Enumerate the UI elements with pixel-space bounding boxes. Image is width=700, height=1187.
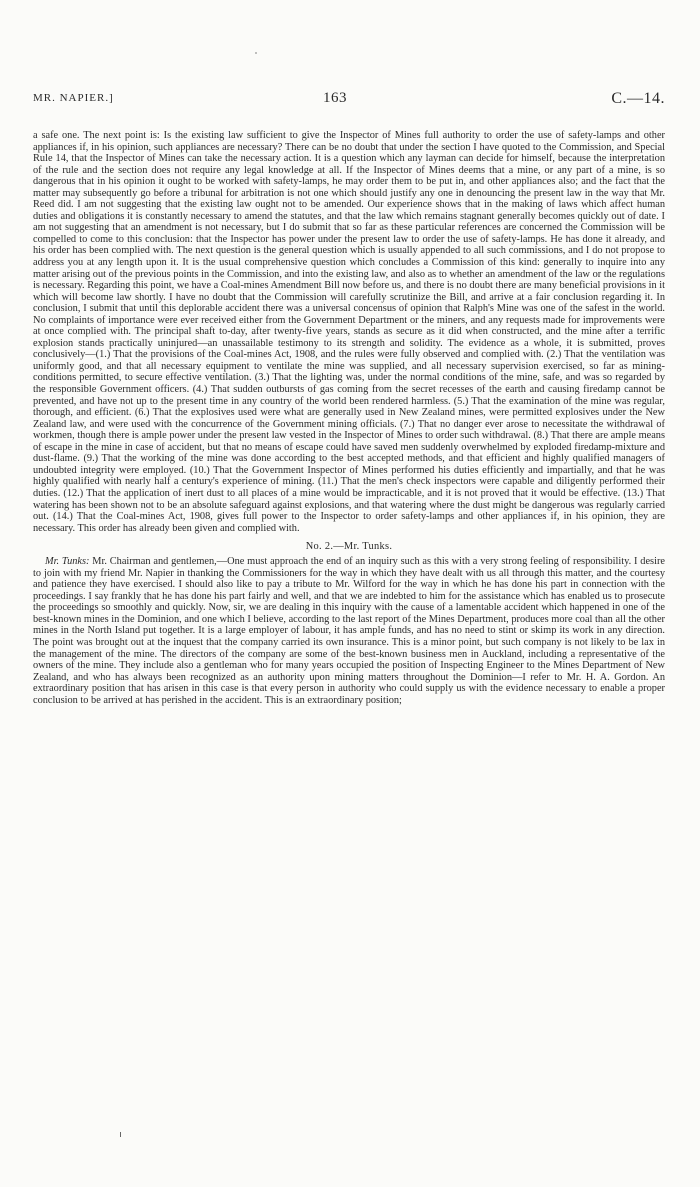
speaker-header: MR. NAPIER.] <box>33 92 114 104</box>
page-number: 163 <box>323 90 347 106</box>
paragraph-napier-conclusion: a safe one. The next point is: Is the existing law sufficient to give the Inspector of Mines full authority to order the use of safety-lamps and other appliances if, in his opinion, such appliances are necessary? There can be no doubt that under the section I have quoted to the Commission, and Special Rule 14, that the Inspector of Mines can take the necessary action. It is a question which any layman can decide for himself, because the interpretation of the rule and the section does not require any legal knowledge at all. If the Inspector of Mines deems that a mine, or any part of a mine, is so dangerous that in his opinion it ought to be worked with safety-lamps, he may order them to be put in, and other appliances also; and the fact that the matter may subsequently go before a tribunal for arbitration is not one which should justify any one in denouncing the present law in the way that Mr. Reed did. I am not suggesting that the existing law ought not to be amended. Our experience shows that in the making of laws which affect human duties and obligations it is constantly necessary to amend the statutes, and that the law which remains stagnant generally becomes quickly out of date. I am not suggesting that an amendment is not necessary, but I do submit that so far as these particular references are concerned the Commission will be compelled to come to this conclusion: that the Inspector has power under the present law to order the use of safety-lamps. He has done it already, and his order has been complied with. The next question is the general question which is usually appended to all such commissions, and I do not propose to address you at any length upon it. It is the usual comprehensive question which concludes a Commission of this kind: generally to inquire into any matter arising out of the previous points in the Commission, and into the existing law, and also as to whether an amendment of the law or the regulations is necessary. Regarding this point, we have a Coal-mines Amendment Bill now before us, and there is no doubt there are many beneficial provisions in it which will become law shortly. I have no doubt that the Commission will carefully scrutinize the Bill, and arrive at a fair conclusion regarding it. In conclusion, I submit that until this deplorable accident there was a universal concensus of opinion that Ralph's Mine was one of the safest in the world. No complaints of importance were ever received either from the Government Department or the miners, and any requests made for improvements were at once complied with. The principal shaft to-day, after twenty-five years, stands as secure as it did when constructed, and the mine after a terrific explosion stands practically uninjured—an unassailable testimony to its strength and solidity. The evidence as a whole, it is submitted, proves conclusively—(1.) That the provisions of the Coal-mines Act, 1908, and the rules were fully observed and complied with. (2.) That the ventilation was uniformly good, and that all necessary equipment to ventilate the mine was supplied, and all necessary supervision exercised, so far as mining-conditions permitted, to secure effective ventilation. (3.) That the lighting was, under the normal conditions of the mine, safe, and was so regarded by the responsible Government officers. (4.) That sudden outbursts of gas coming from the secret recesses of the earth and causing firedamp cannot be prevented, and have not up to the present time in any country of the world been rendered harmless. (5.) That the examination of the mine was regular, thorough, and efficient. (6.) That the explosives used were what are generally used in New Zealand mines, were permitted explosives under the New Zealand law, and were used with the concurrence of the Government mining officials. (7.) That no danger ever arose to necessitate the withdrawal of workmen, though there is ample power under the present law vested in the Inspector of Mines to order such withdrawal. (8.) That there are ample means of escape in the mine in case of accident, but that no means of escape could have saved men suddenly overwhelmed by exploded firedamp-mixture and dust-flame. (9.) That the working of the mine was done according to the best accepted methods, and that efficient and highly qualified managers of undoubted integrity were employed. (10.) That the Government Inspector of Mines performed his duties efficiently and impartially, and that he was highly qualified with nearly half a century's experience of mining. (11.) That the men's check inspectors were capable and diligently performed their duties. (12.) That the application of inert dust to all places of a mine would be impracticable, and it is not proved that it would be effective. (13.) That watering has been shown not to be an absolute safeguard against explosions, and that watering where the dust might be dangerous was regularly carried out. (14.) That the Coal-mines Act, 1908, gives full power to the Inspector to order safety-lamps and other appliances if, in his opinion, they are necessary. This order has already been given and complied with. <box>33 130 665 534</box>
body-text <box>33 130 665 706</box>
paragraph-tunks-opening <box>33 556 665 706</box>
paragraph-tunks-text: Mr. Chairman and gentlemen,—One must approach the end of an inquiry such as this with a very strong feeling of responsibility. I desire to join with my friend Mr. Napier in thanking the Commissioners for the way in which they have dealt with us all through this matter, and the courtesy and patience they have exercised. I should also like to pay a tribute to Mr. Wilford for the way in which he has done his part in connection with the proceedings. I say frankly that he has done his part fairly and well, and that we are indebted to him for the assistance which has enabled us to prosecute the proceedings so smoothly and quickly. Now, sir, we are dealing in this inquiry with the cause of a lamentable accident which happened in one of the best-known mines in the Dominion, and one which I believe, according to the last report of the Mines Department, produces more coal than all the other mines in the North Island put together. It is a large employer of labour, it has ample funds, and has no need to stint or skimp its work in any direction. The point was brought out at the inquest that the company carried its own insurance. This is a minor point, but such company is not likely to be lax in the management of the mine. The directors of the company are some of the best-known business men in Auckland, including a representative of the owners of the mine. They include also a gentleman who for many years occupied the position of Inspecting Engineer to the Mines Department of New Zealand, and who has always been recognized as an authority upon mining matters throughout the Dominion—I refer to Mr. H. A. Gordon. An extraordinary position that has arisen in this case is that every person in authority who could supply us with the evidence necessary to enable a proper conclusion to be arrived at has perished in the accident. This is an extraordinary position; <box>33 556 665 706</box>
document-page <box>33 92 665 706</box>
document-reference: C.—14. <box>611 90 665 107</box>
speaker-name: Mr. Tunks: <box>45 556 90 568</box>
scan-mark <box>120 1132 121 1137</box>
scan-speck <box>255 52 257 54</box>
section-heading: No. 2.—Mr. Tunks. <box>305 541 393 553</box>
running-header <box>33 92 665 112</box>
